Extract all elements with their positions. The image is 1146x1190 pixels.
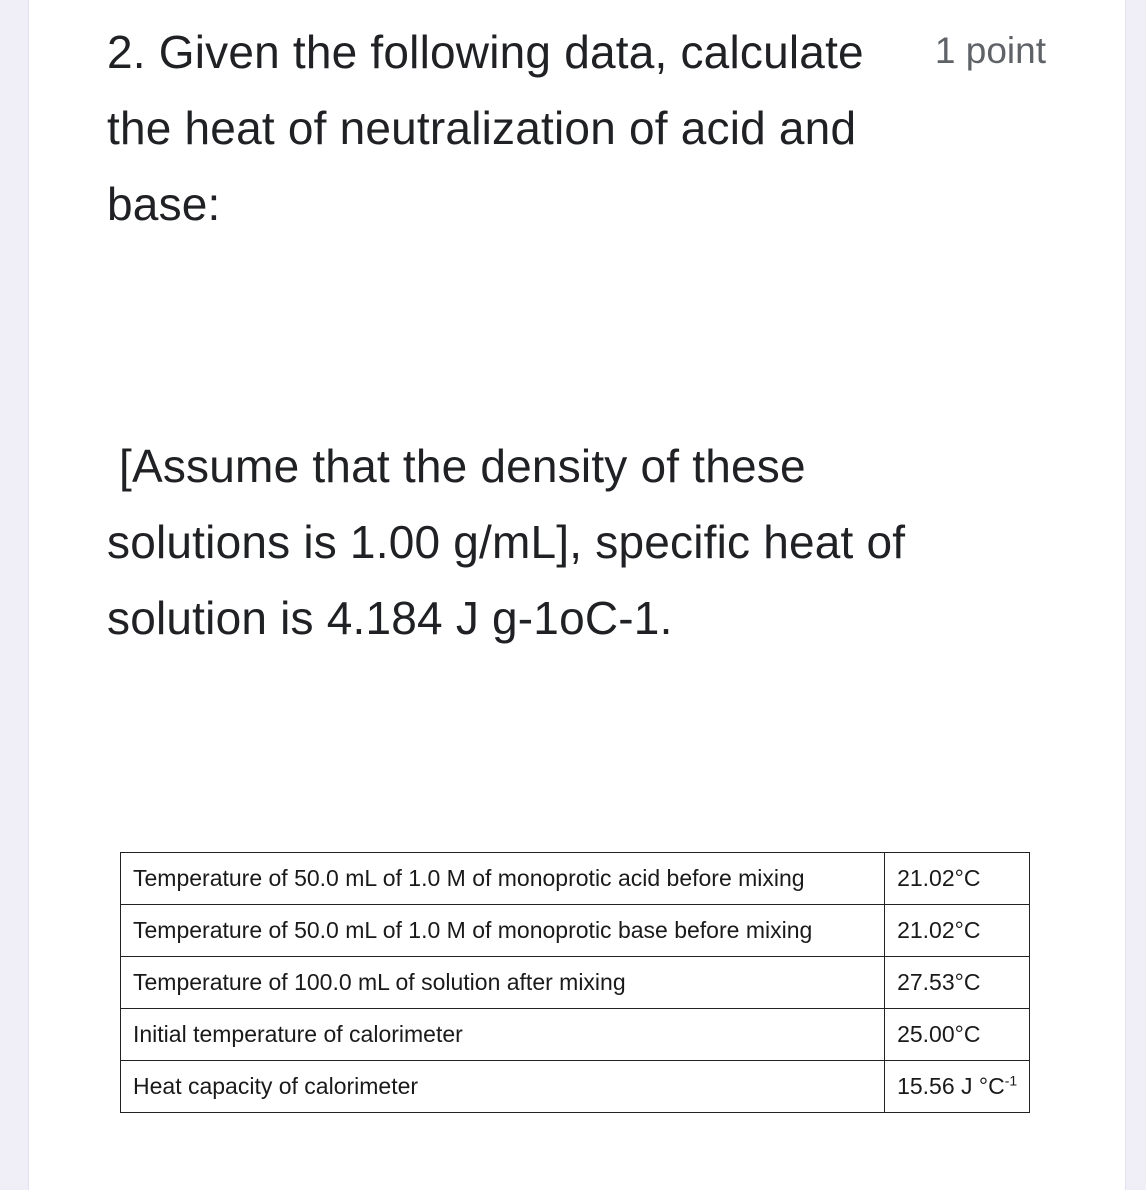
row-value (885, 1061, 1030, 1113)
data-table (120, 852, 1030, 1113)
row-value: 21.02°C (885, 853, 1030, 905)
row-value: 27.53°C (885, 957, 1030, 1009)
row-label: Initial temperature of calorimeter (121, 1009, 885, 1061)
table-row (121, 1009, 1030, 1061)
table-row (121, 957, 1030, 1009)
row-label: Temperature of 50.0 mL of 1.0 M of monoprotic acid before mixing (121, 853, 885, 905)
row-value: 21.02°C (885, 905, 1030, 957)
row-value-exponent: -1 (1004, 1072, 1018, 1089)
row-label: Temperature of 50.0 mL of 1.0 M of monoprotic base before mixing (121, 905, 885, 957)
question-description (107, 428, 937, 656)
row-label: Temperature of 100.0 mL of solution after mixing (121, 957, 885, 1009)
row-value-main: 15.56 J °C (897, 1073, 1005, 1099)
row-label: Heat capacity of calorimeter (121, 1061, 885, 1113)
table-row (121, 853, 1030, 905)
table-row (121, 1061, 1030, 1113)
points-label: 1 point (934, 30, 1046, 71)
question-title: 2. Given the following data, calculate the heat of neutralization of acid and base: (107, 26, 864, 230)
description-lead: [Assume that the density of these (119, 440, 806, 492)
description-rest: solutions is 1.00 g/mL], specific heat of solution is 4.184 J g-1oC-1. (107, 516, 906, 644)
row-value: 25.00°C (885, 1009, 1030, 1061)
table-row (121, 905, 1030, 957)
